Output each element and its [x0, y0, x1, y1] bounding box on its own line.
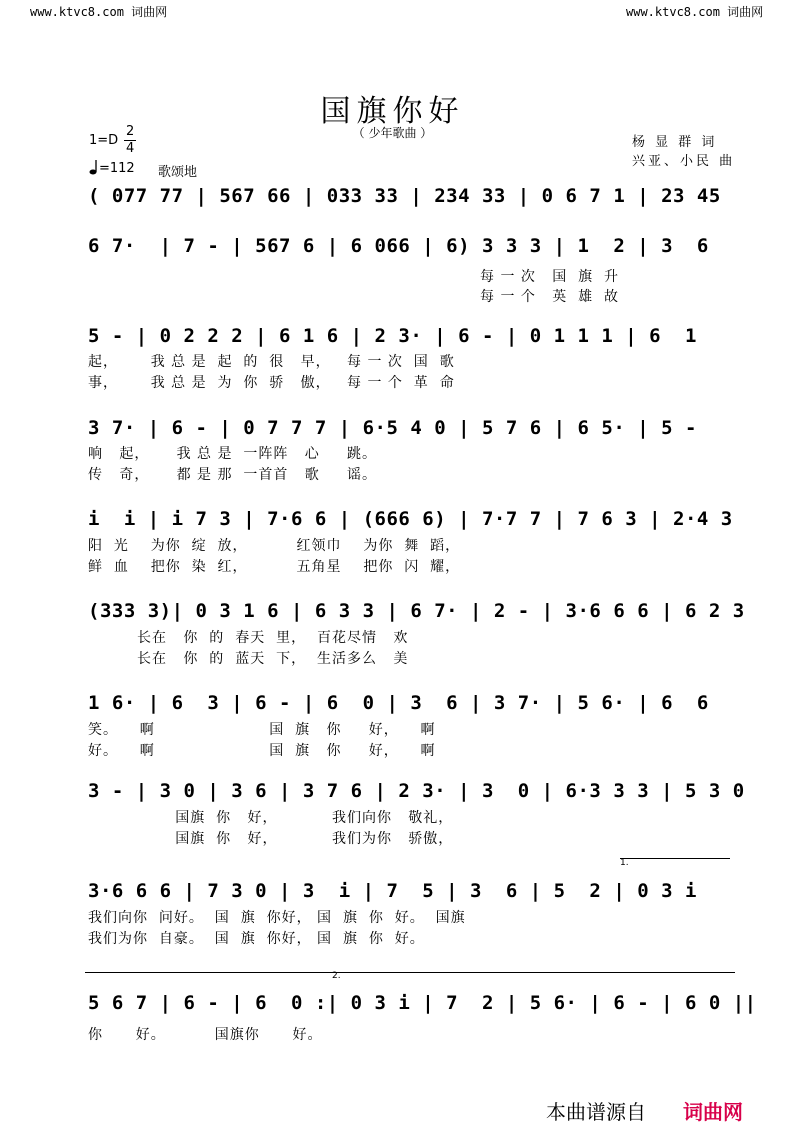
lyric-line-1: 响 起， 我 总 是 一阵阵 心 跳。: [88, 446, 378, 462]
lyric-line-1: 每 一 次 国 旗 升: [480, 269, 620, 285]
time-signature-bottom: 4: [126, 141, 135, 156]
score-row: [85, 407, 735, 492]
note-line: 3 - | 3 0 | 3 6 | 3 7 6 | 2 3· | 3 0 | 6·3 3 3 | 5 3 0: [88, 780, 745, 802]
lyric-line-1: 笑。 啊 国 旗 你 好， 啊: [88, 722, 436, 738]
score-row: [85, 858, 735, 955]
lyric-line-1: 你 好。 国旗你 好。: [88, 1027, 323, 1043]
key-signature: 1=D: [89, 133, 119, 148]
footer-brand[interactable]: 词曲网: [683, 1100, 743, 1124]
lyric-line-2: 国旗 你 好， 我们为你 骄傲，: [88, 831, 454, 847]
lyric-line-2: 传 奇， 都 是 那 一首首 歌 谣。: [88, 467, 378, 483]
lyric-line-2: 好。 啊 国 旗 你 好， 啊: [88, 743, 436, 759]
lyric-line-2: 我们为你 自豪。 国 旗 你好， 国 旗 你 好。: [88, 931, 425, 947]
note-line: i i | i 7 3 | 7·6 6 | (666 6) | 7·7 7 | 7 6 3 | 2·4 3: [88, 508, 733, 530]
time-signature-top: 2: [126, 124, 135, 139]
watermark-right: www.ktvc8.com 词曲网: [626, 5, 764, 19]
lyric-line-1: 起， 我 总 是 起 的 很 早， 每 一 次 国 歌: [88, 354, 455, 370]
score-row: [85, 971, 757, 1043]
lyric-line-2: 鲜 血 把你 染 红， 五角星 把你 闪 耀，: [88, 559, 461, 575]
tempo-marking: =112: [99, 161, 135, 176]
note-line: (333 3)| 0 3 1 6 | 6 3 3 | 6 7· | 2 - | 3·6 6 6 | 6 2 3: [88, 600, 745, 622]
volta-bracket-1: [620, 858, 730, 859]
footer-source: 本曲谱源自: [546, 1100, 646, 1124]
note-line: 3·6 6 6 | 7 3 0 | 3 i | 7 5 | 3 6 | 5 2 | 0 3 i: [88, 880, 697, 902]
lyric-line-1: 阳 光 为你 绽 放， 红领巾 为你 舞 蹈，: [88, 538, 461, 554]
score-row: [85, 498, 735, 583]
volta-bracket-top: [85, 972, 330, 973]
score-row: [85, 225, 735, 310]
volta-2-label: 2.: [332, 971, 341, 981]
lyricist-credit: 杨 显 群 词: [632, 135, 718, 150]
note-line: 3 7· | 6 - | 0 7 7 7 | 6·5 4 0 | 5 7 6 | 6 5· | 5 -: [88, 417, 697, 439]
score-row: [85, 682, 735, 767]
volta-bracket-2: [330, 972, 735, 973]
note-line: 5 6 7 | 6 - | 6 0 :| 0 3 i | 7 2 | 5 6· | 6 - | 6 0 ||: [88, 992, 757, 1014]
score-row: [85, 315, 735, 400]
song-title: 国旗你好: [320, 94, 465, 129]
watermark-left: www.ktvc8.com 词曲网: [30, 5, 168, 19]
note-line: 1 6· | 6 3 | 6 - | 6 0 | 3 6 | 3 7· | 5 6· | 6 6: [88, 692, 709, 714]
volta-1-label: 1.: [620, 858, 629, 868]
lyric-line-1: 我们向你 问好。 国 旗 你好， 国 旗 你 好。 国旗: [88, 910, 466, 926]
note-line: 6 7· | 7 - | 567 6 | 6 066 | 6) 3 3 3 | 1 2 | 3 6: [88, 235, 709, 257]
lyric-line-1: 长在 你 的 春天 里， 百花尽情 欢: [88, 630, 409, 646]
composer-credit: 兴亚、小民 曲: [632, 154, 736, 169]
score-row: [85, 770, 745, 855]
score-row: [85, 590, 745, 675]
score-row: [85, 175, 735, 215]
style-marking: 歌颂地: [158, 165, 198, 180]
lyric-line-2: 长在 你 的 蓝天 下， 生活多么 美: [88, 651, 409, 667]
note-line: 5 - | 0 2 2 2 | 6 1 6 | 2 3· | 6 - | 0 1 1 1 | 6 1: [88, 325, 697, 347]
lyric-line-1: 国旗 你 好， 我们向你 敬礼，: [88, 810, 454, 826]
lyric-line-2: 事， 我 总 是 为 你 骄 傲， 每 一 个 革 命: [88, 375, 455, 391]
note-line: ( 077 77 | 567 66 | 033 33 | 234 33 | 0 6 7 1 | 23 45: [88, 185, 721, 207]
song-subtitle: （ 少年歌曲 ）: [352, 126, 433, 140]
lyric-line-2: 每 一 个 英 雄 故: [480, 289, 620, 305]
